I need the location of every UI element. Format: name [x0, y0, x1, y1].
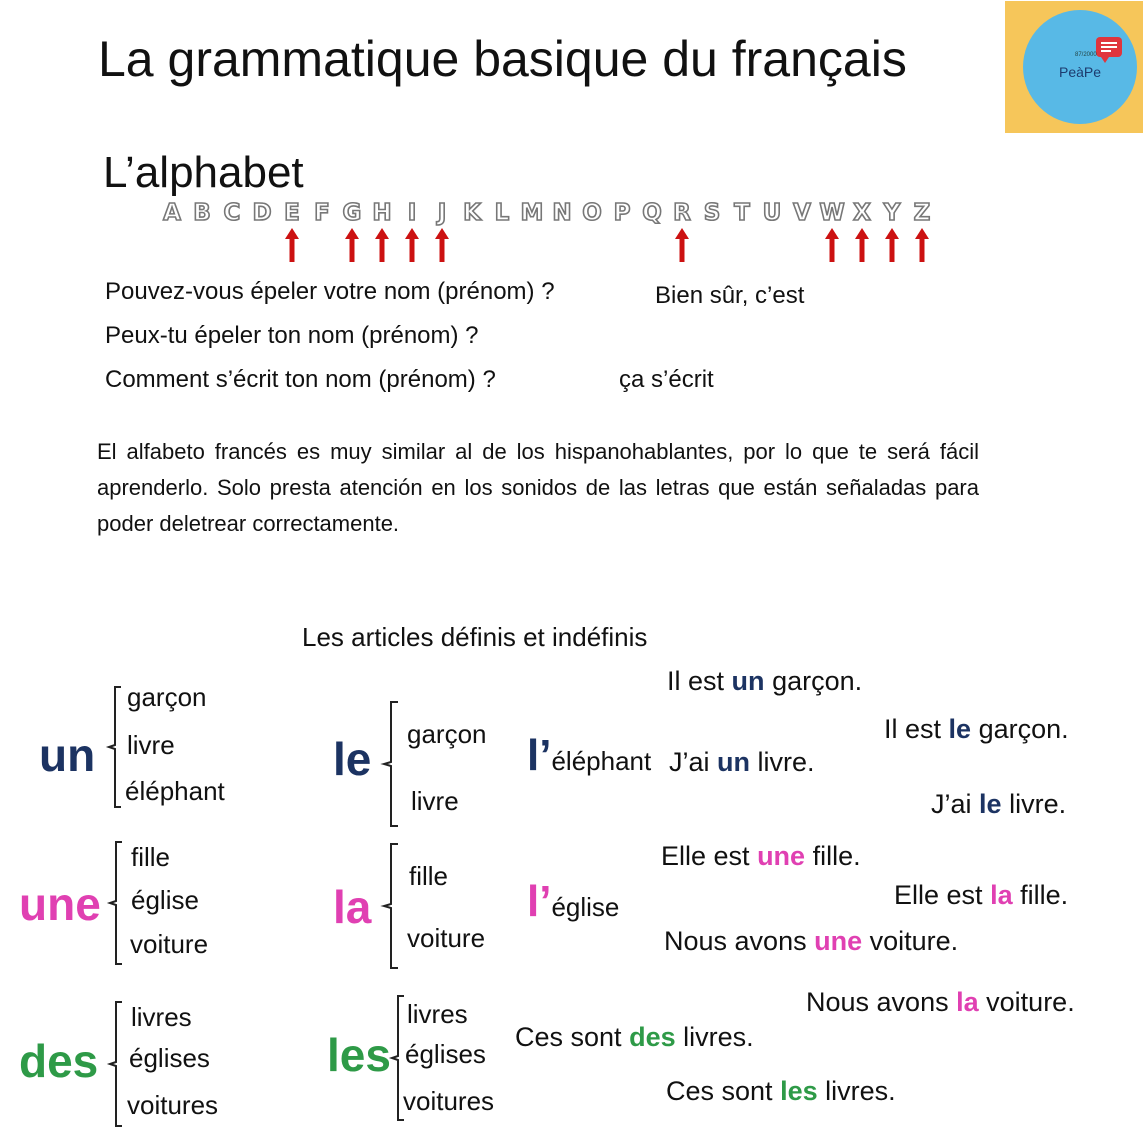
letter-g: G: [342, 200, 362, 226]
letter-t: T: [734, 200, 750, 226]
letter-n: N: [552, 200, 572, 226]
word-des-3: voitures: [127, 1090, 219, 1120]
elided-article: l’: [527, 877, 552, 926]
word-les-1: livres: [407, 999, 468, 1029]
letter-k: K: [463, 200, 481, 226]
word-le-2: livre: [411, 786, 459, 816]
word-la-1: fille: [409, 861, 449, 891]
letter-h: H: [372, 200, 392, 226]
example-9: Ces sont des livres.: [515, 1022, 754, 1052]
arrow-up-icon: [375, 228, 389, 262]
elided-word: église: [551, 892, 620, 922]
letter-e: E: [284, 200, 300, 226]
letter-q: Q: [642, 200, 662, 226]
word-une-1: fille: [131, 842, 171, 872]
letter-b: B: [193, 200, 211, 226]
page-title: La grammatique basique du français: [98, 31, 907, 87]
word-le-1: garçon: [407, 719, 487, 749]
letter-f: F: [314, 200, 330, 226]
arrow-up-icon: [435, 228, 449, 262]
brace-des: [106, 1000, 126, 1128]
arrow-up-icon: [405, 228, 419, 262]
elided-word: éléphant: [551, 746, 652, 776]
elided-article: l’: [527, 731, 552, 780]
logo-name: PeàPe: [1059, 64, 1102, 80]
word-un-1: garçon: [127, 682, 207, 712]
word-une-3: voiture: [130, 929, 209, 959]
brace-une: [106, 840, 126, 966]
letter-y: Y: [883, 200, 901, 226]
letter-r: R: [673, 200, 691, 226]
brace-le: [380, 700, 402, 828]
elided-l-eglise: [527, 877, 619, 927]
word-la-2: voiture: [407, 923, 486, 953]
answer-1: Bien sûr, c’est: [655, 282, 805, 309]
article-des: des: [19, 1035, 99, 1087]
brace-un: [105, 685, 125, 809]
letter-m: M: [520, 200, 544, 226]
letter-w: W: [819, 200, 845, 226]
letter-v: V: [793, 200, 811, 226]
arrow-up-icon: [285, 228, 299, 262]
logo-circle: [1023, 10, 1137, 124]
word-des-2: églises: [129, 1043, 210, 1073]
letter-a: A: [163, 200, 181, 226]
arrow-up-icon: [825, 228, 839, 262]
brace-la: [380, 842, 402, 970]
letter-u: U: [762, 200, 782, 226]
question-1: Pouvez-vous épeler votre nom (prénom) ?: [105, 278, 555, 305]
word-une-2: église: [131, 885, 199, 915]
article-la: la: [333, 881, 372, 933]
letter-z: Z: [913, 200, 931, 226]
arrow-up-icon: [345, 228, 359, 262]
example-1: Il est un garçon.: [667, 666, 863, 696]
letter-d: D: [252, 200, 272, 226]
word-un-2: livre: [127, 730, 175, 760]
chat-bubble-icon: [1096, 37, 1122, 57]
example-4: J’ai le livre.: [931, 789, 1067, 819]
article-les: les: [327, 1029, 391, 1081]
letter-c: C: [223, 200, 241, 226]
logo-small-text: 87/2000: [1075, 52, 1097, 58]
question-2: Peux-tu épeler ton nom (prénom) ?: [105, 322, 479, 349]
question-3: Comment s’écrit ton nom (prénom) ?: [105, 366, 496, 393]
letter-j: J: [437, 200, 447, 226]
arrow-up-icon: [675, 228, 689, 262]
article-le: le: [333, 733, 372, 785]
letter-i: I: [407, 200, 417, 226]
word-un-3: éléphant: [125, 776, 225, 806]
word-les-3: voitures: [403, 1086, 495, 1116]
word-des-1: livres: [131, 1002, 192, 1032]
example-3: J’ai un livre.: [669, 747, 815, 777]
example-6: Elle est la fille.: [894, 880, 1069, 910]
elided-l-elephant: [527, 731, 651, 781]
article-une: une: [19, 878, 101, 930]
alphabet-heading: L’alphabet: [103, 148, 304, 197]
articles-heading: Les articles définis et indéfinis: [302, 622, 648, 652]
letter-p: P: [613, 200, 631, 226]
article-un: un: [39, 729, 96, 781]
arrow-up-icon: [855, 228, 869, 262]
example-7: Nous avons une voiture.: [664, 926, 959, 956]
arrow-up-icon: [885, 228, 899, 262]
alphabet-paragraph: El alfabeto francés es muy similar al de los hispanohablantes, por lo que te será fácil aprenderlo. Solo presta atención en los sonidos de las letras que están señaladas para poder deletrear correctamente.: [97, 439, 979, 536]
letter-l: L: [494, 200, 510, 226]
logo: [1005, 1, 1143, 133]
word-les-2: églises: [405, 1039, 486, 1069]
arrow-up-icon: [915, 228, 929, 262]
letter-o: O: [582, 200, 602, 226]
letter-x: X: [853, 200, 871, 226]
example-2: Il est le garçon.: [884, 714, 1069, 744]
letter-s: S: [703, 200, 721, 226]
answer-2: ça s’écrit: [619, 366, 714, 393]
example-5: Elle est une fille.: [661, 841, 861, 871]
example-8: Nous avons la voiture.: [806, 987, 1075, 1017]
example-10: Ces sont les livres.: [666, 1076, 896, 1106]
